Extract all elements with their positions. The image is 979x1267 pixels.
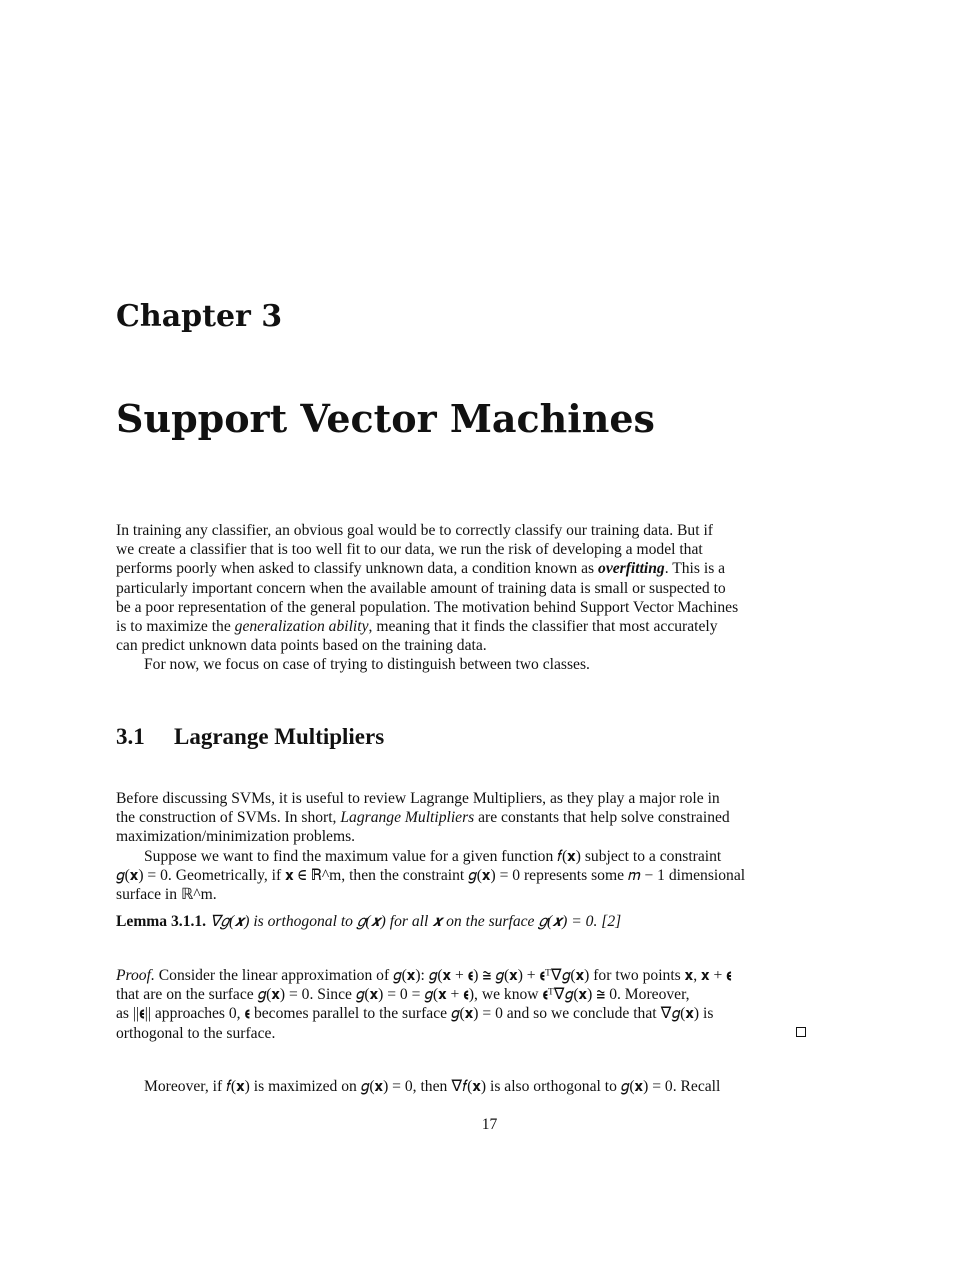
intro-line-1: In training any classifier, an obvious goal would be to correctly classify our training data. But if [116,522,713,539]
closing-paragraph [116,1077,806,1096]
overfitting-term: overfitting [598,560,665,578]
qed-box-icon [796,1027,806,1037]
lagrange-multipliers-term: Lagrange Multipliers [340,809,475,827]
section-number: 3.1 [116,724,145,749]
generalization-term: generalization ability [234,617,369,635]
intro-line-2: we create a classifier that is too well fit to our data, we run the risk of developing a model that [116,541,703,559]
proof-line-3: as ||𝛜|| approaches 0, 𝛜 becomes parallel to the surface 𝑔(𝐱) = 0 and so we conclude that ∇𝑔(𝐱) is [116,1005,714,1023]
chapter-label: Chapter 3 [116,299,283,334]
lemma-statement: ∇𝑔(𝒙) is orthogonal to 𝑔(𝒙) for all 𝒙 on the surface 𝑔(𝒙) = 0. [2] [210,913,622,930]
lagrange-p2-line-2: 𝑔(𝐱) = 0. Geometrically, if 𝐱 ∈ ℝ^m, then the constraint 𝑔(𝐱) = 0 represents some 𝑚 − 1 dimensional [116,866,746,884]
intro-paragraph [116,521,806,675]
proof-line-4: orthogonal to the surface. [116,1024,806,1043]
proof-line-1: Proof. Consider the linear approximation of 𝑔(𝐱): 𝑔(𝐱 + 𝛜) ≅ 𝑔(𝐱) + 𝛜ᵀ∇𝑔(𝐱) for two points 𝐱, 𝐱 + 𝛜 [116,967,732,984]
lagrange-line-2: the construction of SVMs. In short, Lagrange Multipliers are constants that help solve constrained [116,809,730,827]
proof-label: Proof. [116,967,155,984]
proof-line-2: that are on the surface 𝑔(𝐱) = 0. Since 𝑔(𝐱) = 0 = 𝑔(𝐱 + 𝛜), we know 𝛜ᵀ∇𝑔(𝐱) ≅ 0. Moreover, [116,986,690,1004]
lagrange-p2-line-3: surface in ℝ^m. [116,885,217,903]
intro-line-4: particularly important concern when the available amount of training data is small or suspected to [116,579,726,597]
proof [116,966,806,1043]
section-heading [116,722,384,752]
lagrange-line-1: Before discussing SVMs, it is useful to review Lagrange Multipliers, as they play a major role in [116,790,720,807]
section-title: Lagrange Multipliers [174,724,385,749]
lagrange-p2-line-1: Suppose we want to find the maximum value for a given function 𝑓(𝐱) subject to a constraint [144,847,722,865]
lemma [116,912,806,931]
lagrange-paragraph [116,789,806,904]
chapter-title: Support Vector Machines [116,396,655,441]
closing-line-1: Moreover, if 𝑓(𝐱) is maximized on 𝑔(𝐱) = 0, then ∇𝑓(𝐱) is also orthogonal to 𝑔(𝐱) = 0. Recall [144,1078,721,1095]
intro-line-5: be a poor representation of the general population. The motivation behind Support Vector Machines [116,598,739,616]
intro-paragraph-2: For now, we focus on case of trying to distinguish between two classes. [144,656,590,674]
intro-line-7: can predict unknown data points based on the training data. [116,637,487,655]
lagrange-line-3: maximization/minimization problems. [116,828,356,846]
intro-line-3: performs poorly when asked to classify unknown data, a condition known as overfitting. This is a [116,560,726,578]
lemma-label: Lemma 3.1.1. [116,913,207,930]
page-number: 17 [481,1116,498,1133]
intro-line-6: is to maximize the generalization ability, meaning that it finds the classifier that most accurately [116,617,718,635]
